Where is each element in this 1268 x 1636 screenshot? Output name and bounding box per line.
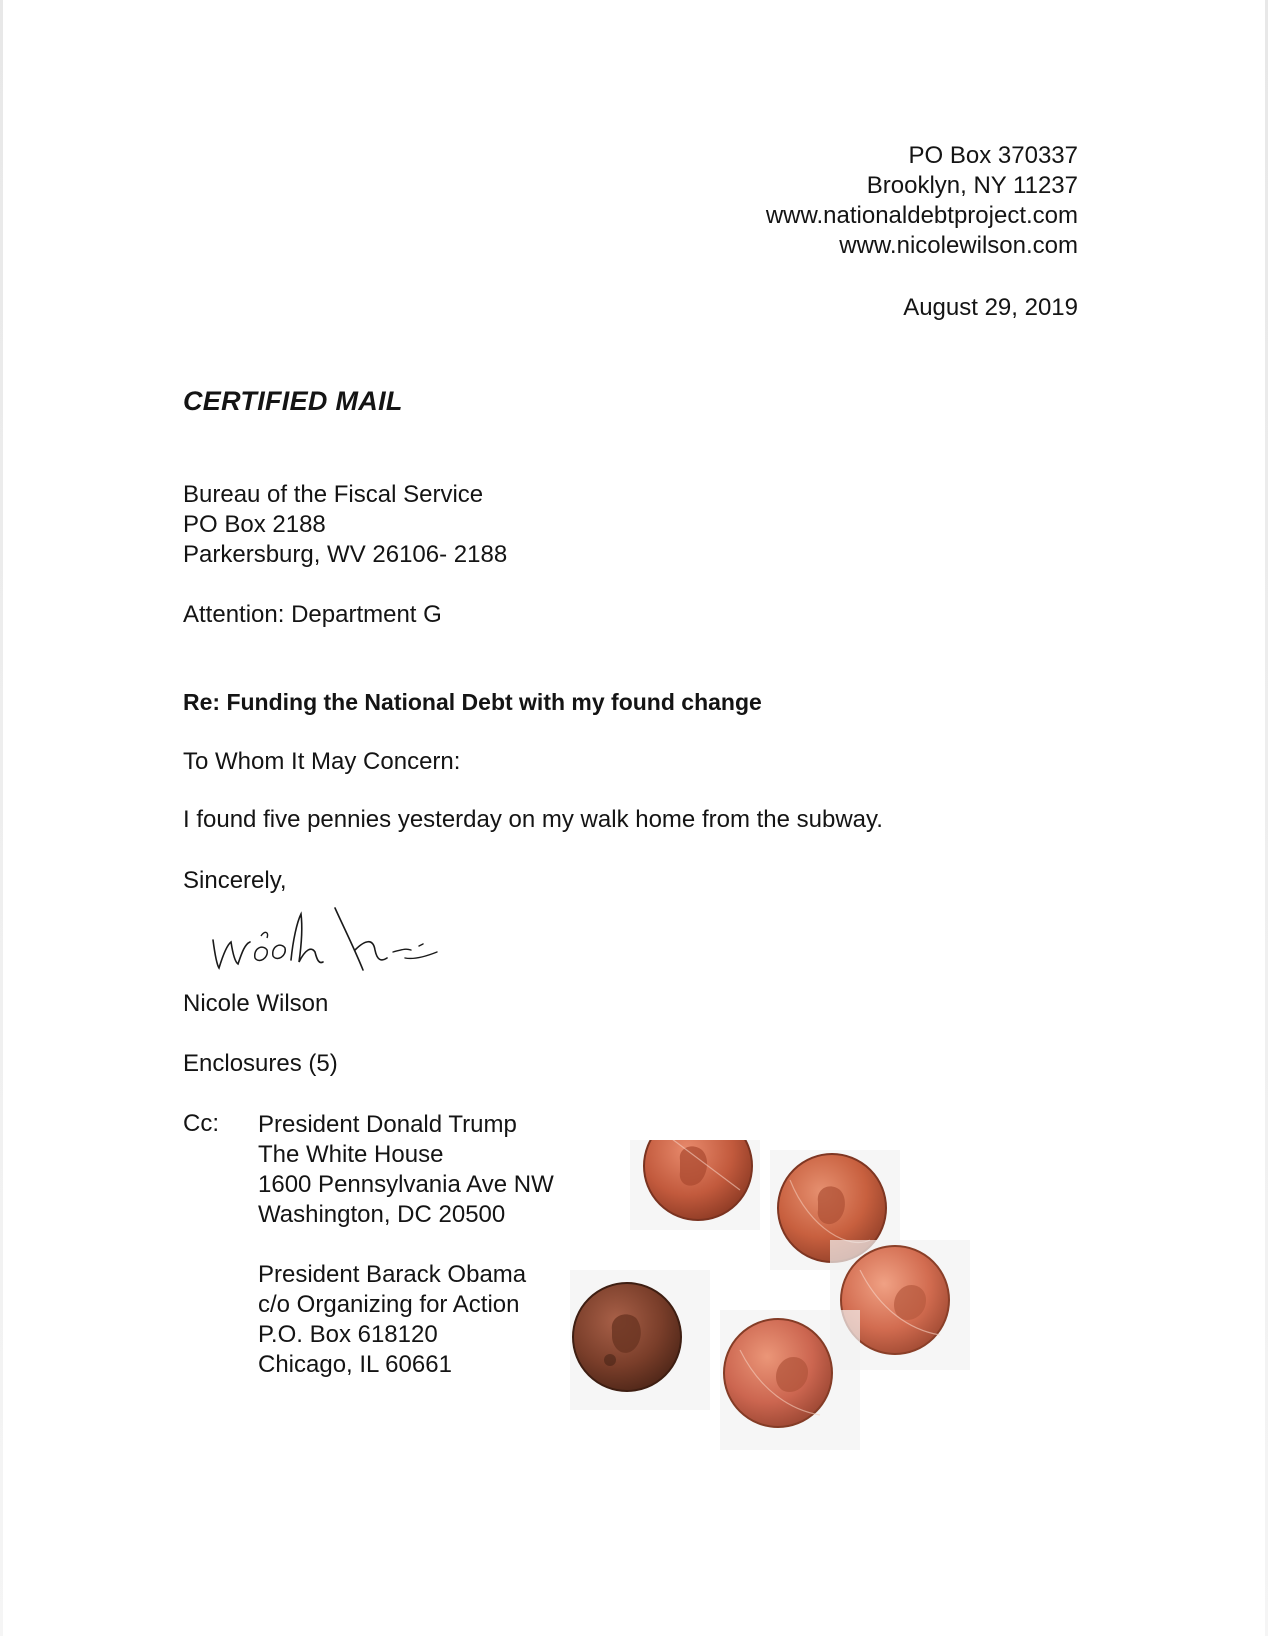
- subject-line: Re: Funding the National Debt with my found change: [183, 689, 762, 715]
- signer-name: Nicole Wilson: [183, 990, 329, 1017]
- cc-recipient-city: Chicago, IL 60661: [258, 1351, 452, 1378]
- sender-address: [766, 141, 1078, 261]
- cc-recipient-name: President Donald Trump: [258, 1111, 517, 1138]
- sender-po-box: PO Box 370337: [908, 142, 1078, 169]
- attention-line: Attention: Department G: [183, 601, 442, 628]
- penny-1: [630, 1140, 760, 1230]
- letter-date: August 29, 2019: [903, 294, 1078, 321]
- salutation: To Whom It May Concern:: [183, 748, 461, 775]
- cc-recipient-trump: [258, 1110, 554, 1230]
- recipient-po-box: PO Box 2188: [183, 511, 326, 538]
- sender-website-2: www.nicolewilson.com: [839, 232, 1078, 259]
- cc-recipient-po-box: P.O. Box 618120: [258, 1321, 438, 1348]
- cc-recipient-city: Washington, DC 20500: [258, 1201, 506, 1228]
- recipient-city: Parkersburg, WV 26106- 2188: [183, 541, 508, 568]
- penny-5: [720, 1310, 860, 1450]
- recipient-name: Bureau of the Fiscal Service: [183, 481, 484, 508]
- cc-recipient-street: 1600 Pennsylvania Ave NW: [258, 1171, 554, 1198]
- cc-label: Cc:: [183, 1110, 219, 1137]
- cc-recipient-line: The White House: [258, 1141, 444, 1168]
- handwritten-signature: [205, 900, 465, 990]
- cc-recipient-line: c/o Organizing for Action: [258, 1291, 520, 1318]
- scan-edge-left: [0, 0, 3, 1636]
- sender-city: Brooklyn, NY 11237: [866, 172, 1078, 199]
- penny-4: [570, 1270, 710, 1410]
- letter-body: I found five pennies yesterday on my walk home from the subway.: [183, 806, 883, 833]
- closing: Sincerely,: [183, 867, 287, 894]
- cc-recipient-name: President Barack Obama: [258, 1261, 527, 1288]
- recipient-address: [183, 480, 507, 570]
- cc-recipient-obama: [258, 1260, 526, 1380]
- enclosed-pennies: [570, 1140, 1020, 1480]
- certified-mail-heading: CERTIFIED MAIL: [183, 386, 403, 416]
- sender-website-1: www.nationaldebtproject.com: [765, 202, 1078, 229]
- enclosures-line: Enclosures (5): [183, 1050, 338, 1077]
